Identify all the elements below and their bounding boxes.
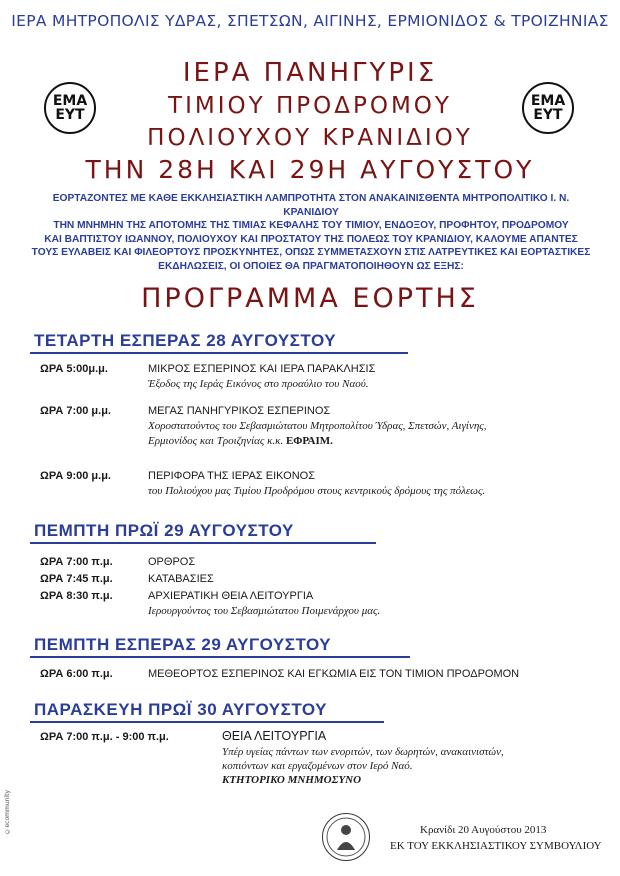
intro-paragraph — [28, 192, 594, 273]
day-underline — [30, 542, 376, 544]
title-line-3: ΠΟΛΙΟΥΧΟΥ ΚΡΑΝΙΔΙΟΥ — [147, 125, 473, 151]
day-heading: ΠΕΜΠΤΗ ΕΣΠΕΡΑΣ 29 ΑΥΓΟΥΣΤΟΥ — [34, 635, 332, 654]
day-heading: ΠΑΡΑΣΚΕΥΗ ΠΡΩΪ 30 ΑΥΓΟΥΣΤΟΥ — [34, 700, 328, 719]
description-text: Ερμιονίδος και Τροιζηνίας κ.κ. — [148, 435, 284, 447]
day-underline — [30, 352, 408, 354]
intro-line: ΕΟΡΤΑΖΟΝΤΕΣ ΜΕ ΚΑΘΕ ΕΚΚΛΗΣΙΑΣΤΙΚΗ ΛΑΜΠΡΟΤΗΤΑ ΣΤΟΝ ΑΝΑΚΑΙΝΙΣΘΕΝΤΑ ΜΗΤΡΟΠΟΛΙΤΙΚΟ Ι. Ν. ΚΡΑΝΙΔΙΟΥ — [52, 193, 570, 218]
event-title: ΘΕΙΑ ΛΕΙΤΟΥΡΓΙΑ — [222, 729, 327, 743]
seal-top-text: ΕΜΑ — [52, 93, 88, 109]
right-seal-icon — [522, 82, 574, 134]
event-title: ΑΡΧΙΕΡΑΤΙΚΗ ΘΕΙΑ ΛΕΙΤΟΥΡΓΙΑ — [148, 590, 314, 602]
intro-line: ΚΑΙ ΒΑΠΤΙΣΤΟΥ ΙΩΑΝΝΟΥ, ΠΟΛΙΟΥΧΟΥ ΚΑΙ ΠΡΟΣΤΑΤΟΥ ΤΗΣ ΠΟΛΕΩΣ ΤΟΥ ΚΡΑΝΙΔΙΟΥ, ΚΑΛΟΥΜΕ ΑΠΑΝΤΕΣ — [44, 233, 578, 245]
credit-text: ©ecommunity — [4, 790, 11, 835]
event-time: ΩΡΑ 6:00 π.μ. — [40, 668, 113, 680]
event-time: ΩΡΑ 7:00 μ.μ. — [40, 405, 111, 417]
event-title: ΜΕΓΑΣ ΠΑΝΗΓΥΡΙΚΟΣ ΕΣΠΕΡΙΝΟΣ — [148, 405, 331, 417]
event-time: ΩΡΑ 7:00 π.μ. — [40, 556, 113, 568]
event-time: ΩΡΑ 8:30 π.μ. — [40, 590, 113, 602]
event-time: ΩΡΑ 9:00 μ.μ. — [40, 470, 111, 482]
event-description: Χοροστατούντος του Σεβασμιώτατου Μητροπολίτου Ύδρας, Σπετσών, Αιγίνης, — [148, 420, 487, 432]
day-heading: ΠΕΜΠΤΗ ΠΡΩΪ 29 ΑΥΓΟΥΣΤΟΥ — [34, 521, 294, 540]
event-description: κοπιόντων και εργαζομένων στον Ιερό Ναό. — [222, 760, 413, 772]
program-title: ΠΡΟΓΡΑΜΜΑ ΕΟΡΤΗΣ — [141, 283, 479, 314]
bishop-name: ΕΦΡΑΙΜ. — [285, 435, 333, 447]
event-title: ΠΕΡΙΦΟΡΑ ΤΗΣ ΙΕΡΑΣ ΕΙΚΟΝΟΣ — [148, 470, 315, 482]
saint-figure-icon — [323, 814, 369, 860]
title-line-2: ΤΙΜΙΟΥ ΠΡΟΔΡΟΜΟΥ — [168, 93, 452, 119]
event-time: ΩΡΑ 5:00μ.μ. — [40, 363, 108, 375]
intro-line: ΕΚΔΗΛΩΣΕΙΣ, ΟΙ ΟΠΟΙΕΣ ΘΑ ΠΡΑΓΜΑΤΟΠΟΙΗΘΟΥΝ ΩΣ ΕΞΗΣ: — [158, 260, 464, 272]
intro-line: ΤΟΥΣ ΕΥΛΑΒΕΙΣ ΚΑΙ ΦΙΛΕΟΡΤΟΥΣ ΠΡΟΣΚΥΝΗΤΕΣ, ΟΠΩΣ ΣΥΜΜΕΤΑΣΧΟΥΝ ΣΤΙΣ ΛΑΤΡΕΥΤΙΚΕΣ ΚΑΙ ΕΟΡΤΑΣΤΙΚΕΣ — [31, 247, 591, 258]
memorial-text: ΚΤΗΤΟΡΙΚΟ ΜΝΗΜΟΣΥΝΟ — [222, 774, 362, 786]
event-description: Έξοδος της Ιεράς Εικόνος στο προαύλιο του Ναού. — [148, 378, 369, 390]
day-heading: ΤΕΤΑΡΤΗ ΕΣΠΕΡΑΣ 28 ΑΥΓΟΥΣΤΟΥ — [34, 331, 337, 350]
seal-bottom-text: ΕΥΤ — [533, 107, 563, 123]
metropolis-heading: ΙΕΡΑ ΜΗΤΡΟΠΟΛΙΣ ΥΔΡΑΣ, ΣΠΕΤΣΩΝ, ΑΙΓΙΝΗΣ, ΕΡΜΙΟΝΙΔΟΣ & ΤΡΟΙΖΗΝΙΑΣ — [11, 12, 609, 30]
seal-top-text: ΕΜΑ — [530, 93, 566, 109]
event-title: ΟΡΘΡΟΣ — [148, 556, 196, 568]
event-time: ΩΡΑ 7:45 π.μ. — [40, 573, 113, 585]
footer-signature: ΕΚ ΤΟΥ ΕΚΚΛΗΣΙΑΣΤΙΚΟΥ ΣΥΜΒΟΥΛΙΟΥ — [390, 840, 602, 852]
event-title: ΜΕΘΕΟΡΤΟΣ ΕΣΠΕΡΙΝΟΣ ΚΑΙ ΕΓΚΩΜΙΑ ΕΙΣ ΤΟΝ ΤΙΜΙΟΝ ΠΡΟΔΡΟΜΟΝ — [148, 668, 520, 680]
day-underline — [30, 721, 384, 723]
seal-bottom-text: ΕΥΤ — [55, 107, 85, 123]
title-line-4: ΤΗΝ 28Η ΚΑΙ 29Η ΑΥΓΟΥΣΤΟΥ — [85, 155, 535, 184]
event-title: ΚΑΤΑΒΑΣΙΕΣ — [148, 573, 214, 585]
intro-line: ΤΗΝ ΜΝΗΜΗΝ ΤΗΣ ΑΠΟΤΟΜΗΣ ΤΗΣ ΤΙΜΙΑΣ ΚΕΦΑΛΗΣ ΤΟΥ ΤΙΜΙΟΥ, ΕΝΔΟΞΟΥ, ΠΡΟΦΗΤΟΥ, ΠΡΟΔΡΟΜΟΥ — [53, 220, 569, 231]
event-time: ΩΡΑ 7:00 π.μ. - 9:00 π.μ. — [40, 731, 169, 743]
event-title: ΜΙΚΡΟΣ ΕΣΠΕΡΙΝΟΣ ΚΑΙ ΙΕΡΑ ΠΑΡΑΚΛΗΣΙΣ — [148, 363, 376, 375]
footer-date: Κρανίδι 20 Αυγούστου 2013 — [420, 824, 547, 836]
event-description: του Πολιούχου μας Τιμίου Προδρόμου στους κεντρικούς δρόμους της πόλεως. — [148, 485, 486, 497]
event-description: Υπέρ υγείας πάντων των ενοριτών, των δωρητών, ανακαινιστών, — [222, 746, 504, 758]
event-description: Ιερουργούντος του Σεβασμιώτατου Ποιμενάρχου μας. — [148, 605, 381, 617]
left-seal-icon — [44, 82, 96, 134]
title-line-1: ΙΕΡΑ ΠΑΝΗΓΥΡΙΣ — [182, 58, 438, 88]
day-underline — [30, 656, 410, 658]
church-seal-icon — [322, 813, 370, 861]
event-description — [148, 434, 588, 449]
